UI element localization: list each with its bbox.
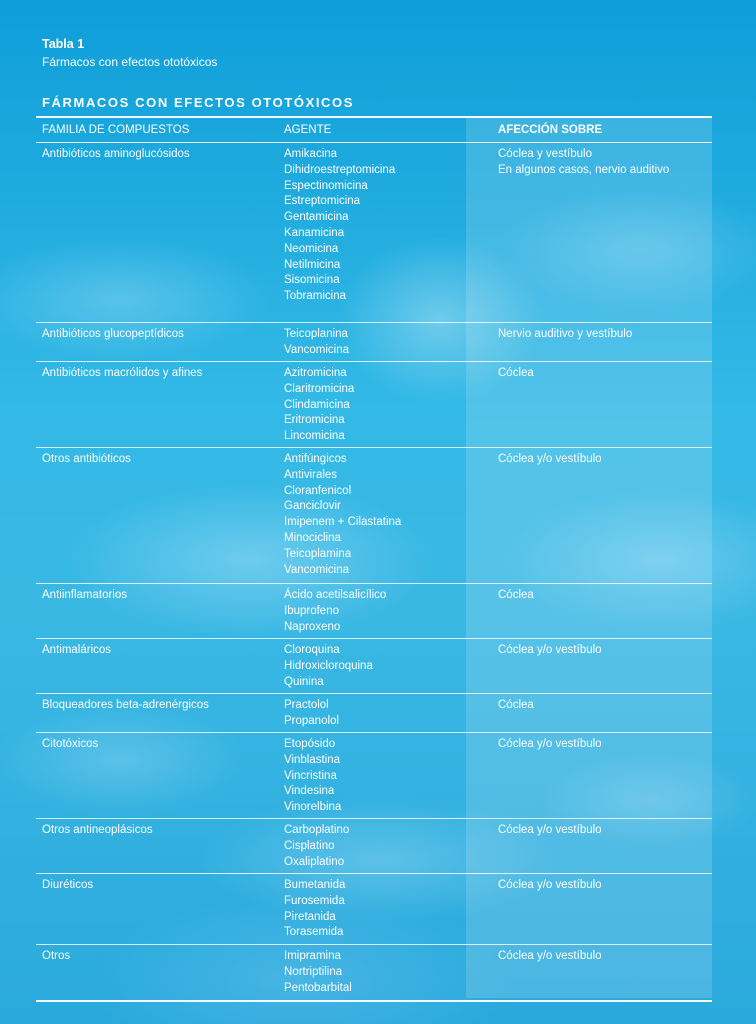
effect-cell [466,878,712,944]
agent-item: Vincristina [284,769,337,782]
effect-cell [466,452,712,583]
agent-item: Pentobarbital [284,981,352,994]
table-caption [42,36,217,70]
effect-cell [466,823,712,873]
agent-item: Practolol [284,699,329,711]
agent-item: Propanolol [284,714,339,727]
drug-table [36,116,712,1002]
effect-item: Cóclea y/o vestíbulo [498,879,602,891]
agent-item: Amikacina [284,148,338,160]
table-row [36,584,712,639]
effect-item: En algunos casos, nervio auditivo [498,163,670,176]
agent-cell [284,643,466,693]
agent-item: Vancomicina [284,563,349,576]
table-row [36,733,712,819]
agent-cell [284,366,466,447]
agent-item: Piretanida [284,910,336,923]
agent-item: Minociclina [284,531,341,544]
table-row [36,945,712,1000]
agent-item: Kanamicina [284,226,345,239]
family-cell: Antiinflamatorios [42,589,128,601]
agent-item: Claritromicina [284,382,355,395]
effect-cell [466,366,712,447]
agent-item: Antifúngicos [284,453,347,465]
family-cell: Antibióticos macrólidos y afines [42,367,203,379]
agent-item: Gentamicina [284,211,349,224]
agent-item: Etopósido [284,738,336,750]
effect-item: Cóclea [498,699,534,711]
agent-item: Sisomicina [284,274,340,287]
agent-item: Netilmicina [284,258,341,271]
effect-item: Cóclea y/o vestíbulo [498,950,602,962]
effect-cell [466,147,712,322]
effect-item: Cóclea [498,589,534,601]
header-family: FAMILIA DE COMPUESTOS [42,124,190,136]
family-cell: Citotóxicos [42,738,99,750]
agent-item: Antivirales [284,468,338,481]
table-title: FÁRMACOS CON EFECTOS OTOTÓXICOS [42,95,355,110]
agent-item: Bumetanida [284,879,346,891]
agent-cell [284,737,466,818]
agent-item: Carboplatino [284,824,350,836]
agent-item: Vinorelbina [284,801,342,814]
effect-cell [466,949,712,1000]
effect-item: Nervio auditivo y vestíbulo [498,328,633,340]
agent-item: Vindesina [284,785,335,798]
family-cell: Otros antibióticos [42,453,131,465]
agent-cell [284,327,466,361]
effect-item: Cóclea y/o vestíbulo [498,738,602,750]
agent-item: Cloroquina [284,644,340,656]
agent-cell [284,949,466,1000]
agent-item: Teicoplanina [284,328,348,340]
agent-cell [284,878,466,944]
agent-cell [284,147,466,322]
agent-item: Clindamicina [284,398,350,411]
effect-item: Cóclea [498,367,534,379]
agent-item: Lincomicina [284,430,345,443]
table-header-row [36,118,712,143]
agent-item: Cloranfenicol [284,484,352,497]
agent-item: Teicoplamina [284,547,352,560]
agent-item: Neomicina [284,242,339,255]
agent-item: Naproxeno [284,620,341,633]
table-row [36,362,712,448]
agent-cell [284,452,466,583]
agent-item: Imipenem + Cilastatina [284,516,402,529]
effect-item: Cóclea y vestíbulo [498,148,592,160]
family-cell: Antibióticos glucopeptídicos [42,328,184,340]
agent-item: Vinblastina [284,753,341,766]
effect-cell [466,643,712,693]
family-cell: Bloqueadores beta-adrenérgicos [42,699,209,711]
effect-cell [466,698,712,732]
table-row [36,694,712,733]
effect-item: Cóclea y/o vestíbulo [498,453,602,465]
table-row [36,323,712,362]
agent-item: Furosemida [284,894,345,907]
agent-item: Cisplatino [284,839,335,852]
agent-item: Quinina [284,675,324,688]
agent-item: Nortriptilina [284,965,343,978]
agent-item: Vancomicina [284,343,349,356]
agent-item: Estreptomicina [284,195,361,208]
family-cell: Antimaláricos [42,644,112,656]
family-cell: Antibióticos aminoglucósidos [42,148,190,160]
effect-item: Cóclea y/o vestíbulo [498,644,602,656]
agent-item: Ibuprofeno [284,604,339,617]
agent-item: Tobramicina [284,290,346,303]
table-row [36,448,712,584]
caption-text: Fármacos con efectos ototóxicos [42,55,218,69]
agent-cell [284,698,466,732]
header-effect: AFECCIÓN SOBRE [498,124,603,136]
family-cell: Diuréticos [42,879,94,891]
agent-item: Eritromicina [284,414,345,427]
header-agent: AGENTE [284,124,332,136]
agent-item: Oxaliplatino [284,855,345,868]
effect-cell [466,327,712,361]
agent-item: Ácido acetilsalicílico [284,589,387,601]
agent-item: Torasemida [284,926,344,939]
agent-item: Espectinomicina [284,179,368,192]
table-row [36,819,712,874]
family-cell: Otros antineoplásicos [42,824,153,836]
agent-item: Imipramina [284,950,341,962]
effect-item: Cóclea y/o vestíbulo [498,824,602,836]
effect-cell [466,737,712,818]
table-row [36,874,712,945]
effect-cell [466,588,712,638]
agent-item: Hidroxicloroquina [284,659,373,672]
agent-cell [284,823,466,873]
table-row [36,143,712,323]
agent-item: Ganciclovir [284,500,341,513]
agent-item: Azitromicina [284,367,347,379]
family-cell: Otros [42,950,71,962]
table-row [36,639,712,694]
agent-cell [284,588,466,638]
caption-label: Tabla 1 [42,37,85,51]
agent-item: Dihidroestreptomicina [284,163,396,176]
